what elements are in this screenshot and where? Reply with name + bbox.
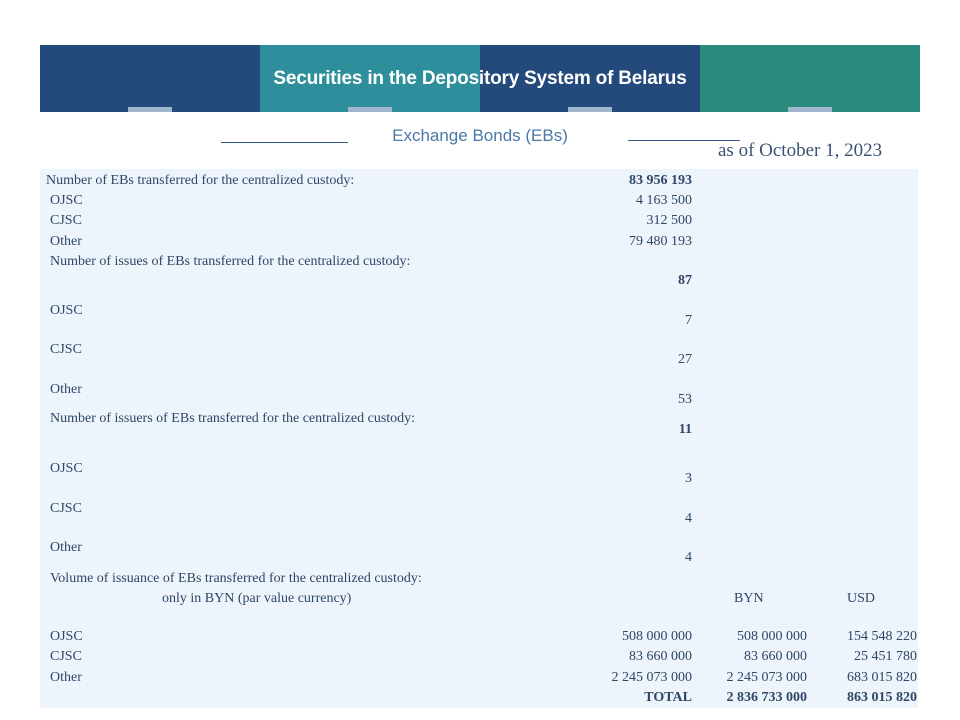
row-value-only-byn: 2 245 073 000 bbox=[611, 670, 692, 685]
row-label: CJSC bbox=[50, 213, 82, 228]
row-value: 7 bbox=[685, 313, 692, 328]
title-banner bbox=[40, 45, 920, 112]
row-label: Other bbox=[50, 670, 82, 685]
row-label: OJSC bbox=[50, 303, 83, 318]
column-header-byn: BYN bbox=[734, 591, 764, 606]
row-value: 3 bbox=[685, 471, 692, 486]
row-value: 27 bbox=[678, 352, 692, 367]
issues-count-label: Number of issues of EBs transferred for the centralized custody: bbox=[50, 254, 411, 269]
subtitle-rule-left bbox=[221, 142, 348, 143]
row-value: 4 bbox=[685, 511, 692, 526]
ebs-count-label: Number of EBs transferred for the centralized custody: bbox=[46, 173, 355, 188]
row-value-byn: 2 245 073 000 bbox=[726, 670, 807, 685]
row-value-byn: 508 000 000 bbox=[737, 629, 807, 644]
total-label: TOTAL bbox=[644, 690, 692, 705]
issues-count-total: 87 bbox=[678, 273, 692, 288]
total-byn: 2 836 733 000 bbox=[726, 690, 807, 705]
volume-label: Volume of issuance of EBs transferred for the centralized custody: bbox=[50, 571, 422, 586]
as-of-date: as of October 1, 2023 bbox=[718, 140, 883, 161]
row-label: Other bbox=[50, 540, 82, 555]
total-usd: 863 015 820 bbox=[847, 690, 917, 705]
row-value-usd: 154 548 220 bbox=[847, 629, 917, 644]
row-label: OJSC bbox=[50, 629, 83, 644]
row-value: 4 bbox=[685, 550, 692, 565]
row-label: CJSC bbox=[50, 342, 82, 357]
issuers-count-total: 11 bbox=[678, 422, 692, 437]
row-value-only-byn: 83 660 000 bbox=[629, 649, 692, 664]
row-label: CJSC bbox=[50, 649, 82, 664]
ebs-count-total: 83 956 193 bbox=[629, 173, 692, 188]
row-label: Other bbox=[50, 382, 82, 397]
row-value: 53 bbox=[678, 392, 692, 407]
row-value-byn: 83 660 000 bbox=[744, 649, 807, 664]
row-value: 4 163 500 bbox=[636, 193, 692, 208]
page-title: Securities in the Depository System of Belarus bbox=[273, 68, 687, 89]
row-value-only-byn: 508 000 000 bbox=[622, 629, 692, 644]
column-header-usd: USD bbox=[847, 591, 876, 606]
row-value-usd: 25 451 780 bbox=[854, 649, 917, 664]
row-label: OJSC bbox=[50, 461, 83, 476]
row-value: 312 500 bbox=[646, 213, 692, 228]
issuers-count-label: Number of issuers of EBs transferred for the centralized custody: bbox=[50, 411, 416, 426]
row-label: Other bbox=[50, 234, 82, 249]
data-panel bbox=[40, 169, 918, 708]
row-value: 79 480 193 bbox=[629, 234, 692, 249]
volume-sublabel: only in BYN (par value currency) bbox=[162, 591, 352, 606]
row-label: OJSC bbox=[50, 193, 83, 208]
section-subtitle: Exchange Bonds (EBs) bbox=[392, 126, 568, 145]
row-label: CJSC bbox=[50, 501, 82, 516]
row-value-usd: 683 015 820 bbox=[847, 670, 917, 685]
